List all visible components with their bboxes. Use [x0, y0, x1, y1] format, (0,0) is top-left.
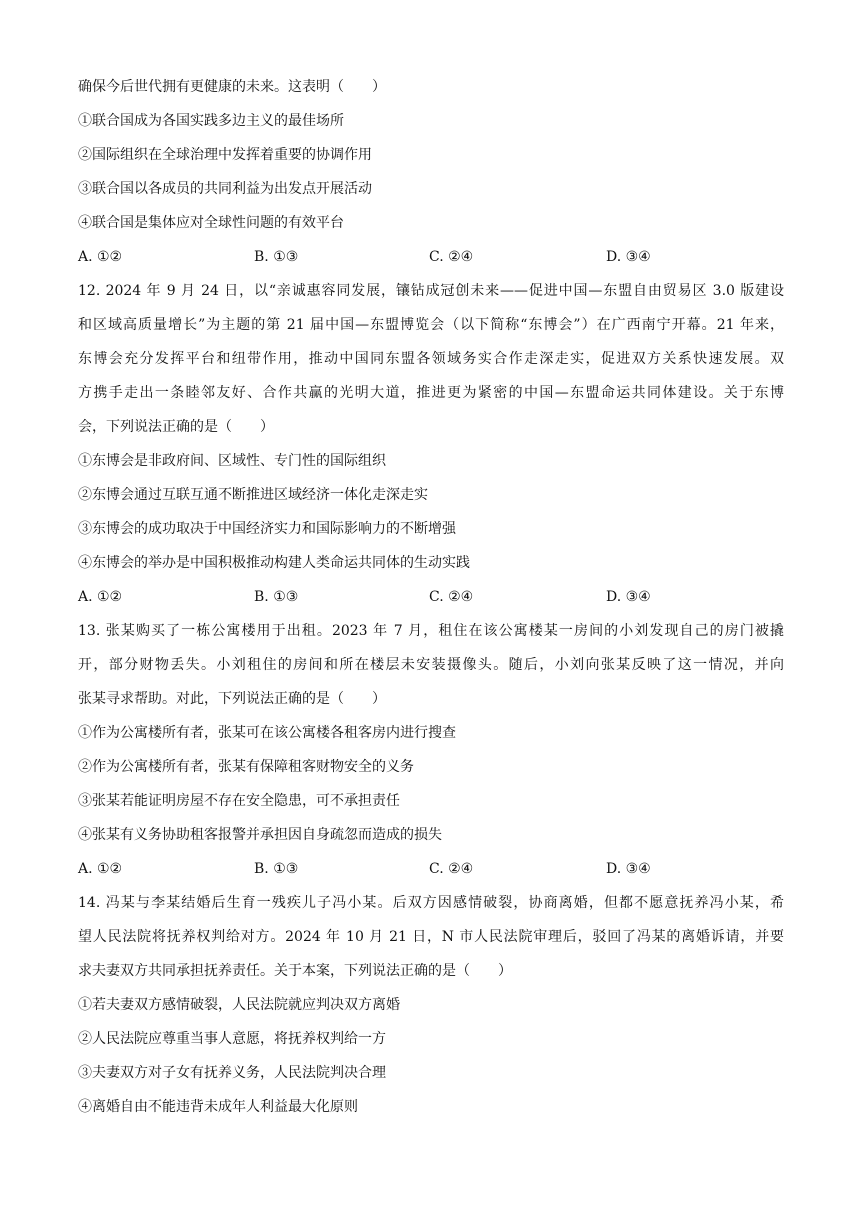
question-11-statement-2: ②国际组织在全球治理中发挥着重要的协调作用 [78, 147, 372, 163]
question-12-stem-line: 方携手走出一条睦邻友好、合作共赢的光明大道，推进更为紧密的中国—东盟命运共同体建设。关于东博 [78, 385, 784, 401]
question-11-statement-4: ④联合国是集体应对全球性问题的有效平台 [78, 215, 344, 231]
question-12-statement-3: ③东博会的成功取决于中国经济实力和国际影响力的不断增强 [78, 521, 456, 537]
question-13 [78, 614, 784, 886]
question-13-option-b[interactable]: B. ①③ [254, 861, 299, 877]
question-13-options [78, 852, 784, 886]
question-13-stem-line: 13. 张某购买了一栋公寓楼用于出租。2023 年 7 月，租住在该公寓楼某一房间的小刘发现自己的房门被撬 [78, 623, 784, 639]
question-11-stem-tail: 确保今后世代拥有更健康的未来。这表明（ ） [78, 79, 386, 95]
question-14-stem-line: 14. 冯某与李某结婚后生育一残疾儿子冯小某。后双方因感情破裂，协商离婚，但都不愿意抚养冯小某，希 [78, 895, 784, 911]
question-11-option-a[interactable]: A. ①② [78, 249, 123, 265]
question-12-stem-line: 12. 2024 年 9 月 24 日，以“亲诚惠容同发展，镶钻成冠创未来——促进中国—东盟自由贸易区 3.0 版建设 [78, 283, 784, 299]
question-12-options [78, 580, 784, 614]
question-14-stem [78, 886, 784, 988]
question-13-option-c[interactable]: C. ②④ [429, 861, 474, 877]
question-12-statement-2: ②东博会通过互联互通不断推进区域经济一体化走深走实 [78, 487, 428, 503]
question-12-statement-1: ①东博会是非政府间、区域性、专门性的国际组织 [78, 453, 386, 469]
question-11 [78, 70, 784, 274]
question-13-stem [78, 614, 784, 716]
question-12-stem-line: 和区域高质量增长”为主题的第 21 届中国—东盟博览会（以下简称“东博会”）在广西南宁开幕。21 年来， [78, 317, 784, 333]
question-12 [78, 274, 784, 614]
question-14-stem-line: 求夫妻双方共同承担抚养责任。关于本案，下列说法正确的是（ ） [78, 963, 512, 979]
question-13-option-d[interactable]: D. ③④ [606, 861, 651, 877]
question-13-statement-3: ③张某若能证明房屋不存在安全隐患，可不承担责任 [78, 793, 400, 809]
question-12-stem-line: 会，下列说法正确的是（ ） [78, 419, 274, 435]
question-13-statement-1: ①作为公寓楼所有者，张某可在该公寓楼各租客房内进行搜查 [78, 725, 456, 741]
question-11-statement-3: ③联合国以各成员的共同利益为出发点开展活动 [78, 181, 372, 197]
question-13-statement-4: ④张某有义务协助租客报警并承担因自身疏忽而造成的损失 [78, 827, 442, 843]
question-13-option-a[interactable]: A. ①② [78, 861, 123, 877]
question-12-statement-4: ④东博会的举办是中国积极推动构建人类命运共同体的生动实践 [78, 555, 470, 571]
question-13-statement-2: ②作为公寓楼所有者，张某有保障租客财物安全的义务 [78, 759, 414, 775]
question-12-option-d[interactable]: D. ③④ [606, 589, 651, 605]
question-12-option-a[interactable]: A. ①② [78, 589, 123, 605]
question-13-stem-line: 开，部分财物丢失。小刘租住的房间和所在楼层未安装摄像头。随后，小刘向张某反映了这一情况，并向 [78, 657, 784, 673]
question-11-option-d[interactable]: D. ③④ [606, 249, 651, 265]
question-11-option-b[interactable]: B. ①③ [254, 249, 299, 265]
exam-page [78, 70, 784, 1124]
question-12-stem-line: 东博会充分发挥平台和纽带作用，推动中国同东盟各领域务实合作走深走实，促进双方关系快速发展。双 [78, 351, 784, 367]
question-14-statement-2: ②人民法院应尊重当事人意愿，将抚养权判给一方 [78, 1031, 386, 1047]
question-13-stem-line: 张某寻求帮助。对此，下列说法正确的是（ ） [78, 691, 386, 707]
question-11-statement-1: ①联合国成为各国实践多边主义的最佳场所 [78, 113, 344, 129]
question-12-option-c[interactable]: C. ②④ [429, 589, 474, 605]
question-14 [78, 886, 784, 1124]
question-14-statement-4: ④离婚自由不能违背未成年人利益最大化原则 [78, 1099, 358, 1115]
question-11-option-c[interactable]: C. ②④ [429, 249, 474, 265]
question-14-stem-line: 望人民法院将抚养权判给对方。2024 年 10 月 21 日，N 市人民法院审理后，驳回了冯某的离婚诉请，并要 [78, 929, 784, 945]
question-14-statement-3: ③夫妻双方对子女有抚养义务，人民法院判决合理 [78, 1065, 386, 1081]
question-12-stem [78, 274, 784, 444]
question-14-statement-1: ①若夫妻双方感情破裂，人民法院就应判决双方离婚 [78, 997, 400, 1013]
question-11-options [78, 240, 784, 274]
question-12-option-b[interactable]: B. ①③ [254, 589, 299, 605]
